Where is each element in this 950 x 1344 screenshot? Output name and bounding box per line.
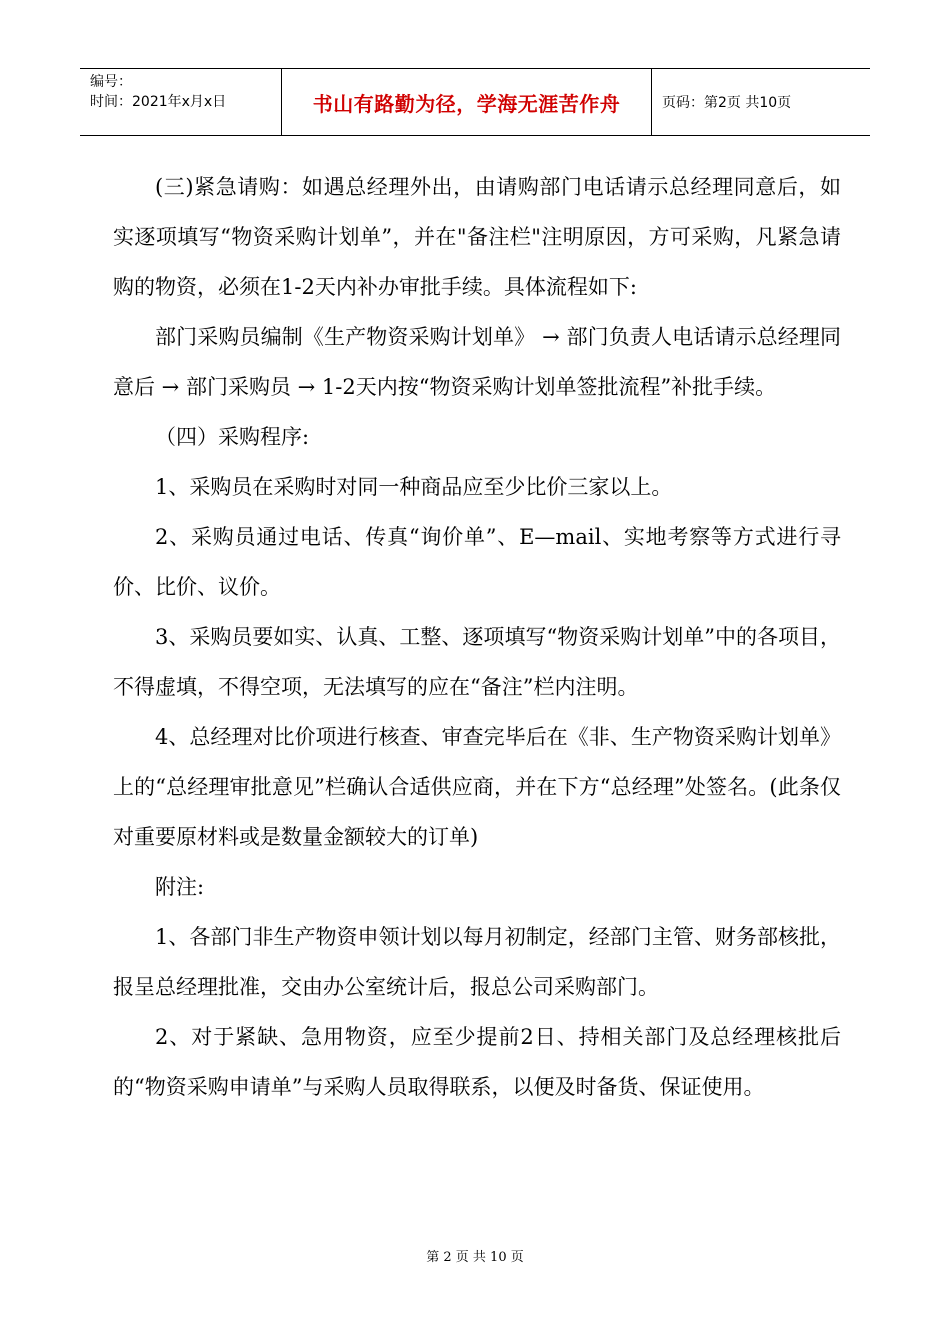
page-footer: 第 2 页 共 10 页	[426, 1250, 524, 1265]
header-meta	[80, 69, 282, 135]
procedure-item-2: 2、采购员通过电话、传真“询价单”、E—mail、实地考察等方式进行寻价、比价、议价。	[113, 525, 841, 599]
procedure-item-4: 4、总经理对比价项进行核查、审查完毕后在《非、生产物资采购计划单》上的“总经理审批意见”栏确认合适供应商，并在下方“总经理”处签名。(此条仅对重要原材料或是数量金额较大的订单)	[113, 725, 841, 849]
paragraph-urgent-flow: 部门采购员编制《生产物资采购计划单》 → 部门负责人电话请示总经理同意后 → 部门采购员 → 1-2天内按“物资采购计划单签批流程”补批手续。	[113, 325, 841, 399]
procedure-item-1: 1、采购员在采购时对同一种商品应至少比价三家以上。	[155, 475, 673, 499]
document-time-label: 时间：2021年x月x日	[90, 94, 227, 110]
page-header	[80, 68, 870, 136]
procedure-item-3: 3、采购员要如实、认真、工整、逐项填写“物资采购计划单”中的各项目，不得虚填，不得空项，无法填写的应在“备注”栏内注明。	[113, 625, 841, 699]
header-motto: 书山有路勤为径，学海无涯苦作舟	[282, 69, 652, 135]
note-item-1: 1、各部门非生产物资申领计划以每月初制定，经部门主管、财务部核批，报呈总经理批准，交由办公室统计后，报总公司采购部门。	[113, 925, 841, 999]
section-heading-notes: 附注:	[155, 875, 205, 899]
header-page-info: 页码：第2页 共10页	[662, 95, 792, 111]
paragraph-urgent-purchase: (三)紧急请购：如遇总经理外出，由请购部门电话请示总经理同意后，如实逐项填写“物资采购计划单”，并在"备注栏"注明原因，方可采购，凡紧急请购的物资，必须在1-2天内补办审批手续。具体流程如下:	[113, 175, 841, 299]
document-number-label: 编号：	[90, 74, 132, 90]
note-item-2: 2、对于紧缺、急用物资，应至少提前2日、持相关部门及总经理核批后的“物资采购申请单”与采购人员取得联系，以便及时备货、保证使用。	[113, 1025, 841, 1099]
section-heading-procedure: （四）采购程序:	[155, 425, 310, 449]
document-body	[113, 162, 841, 1112]
